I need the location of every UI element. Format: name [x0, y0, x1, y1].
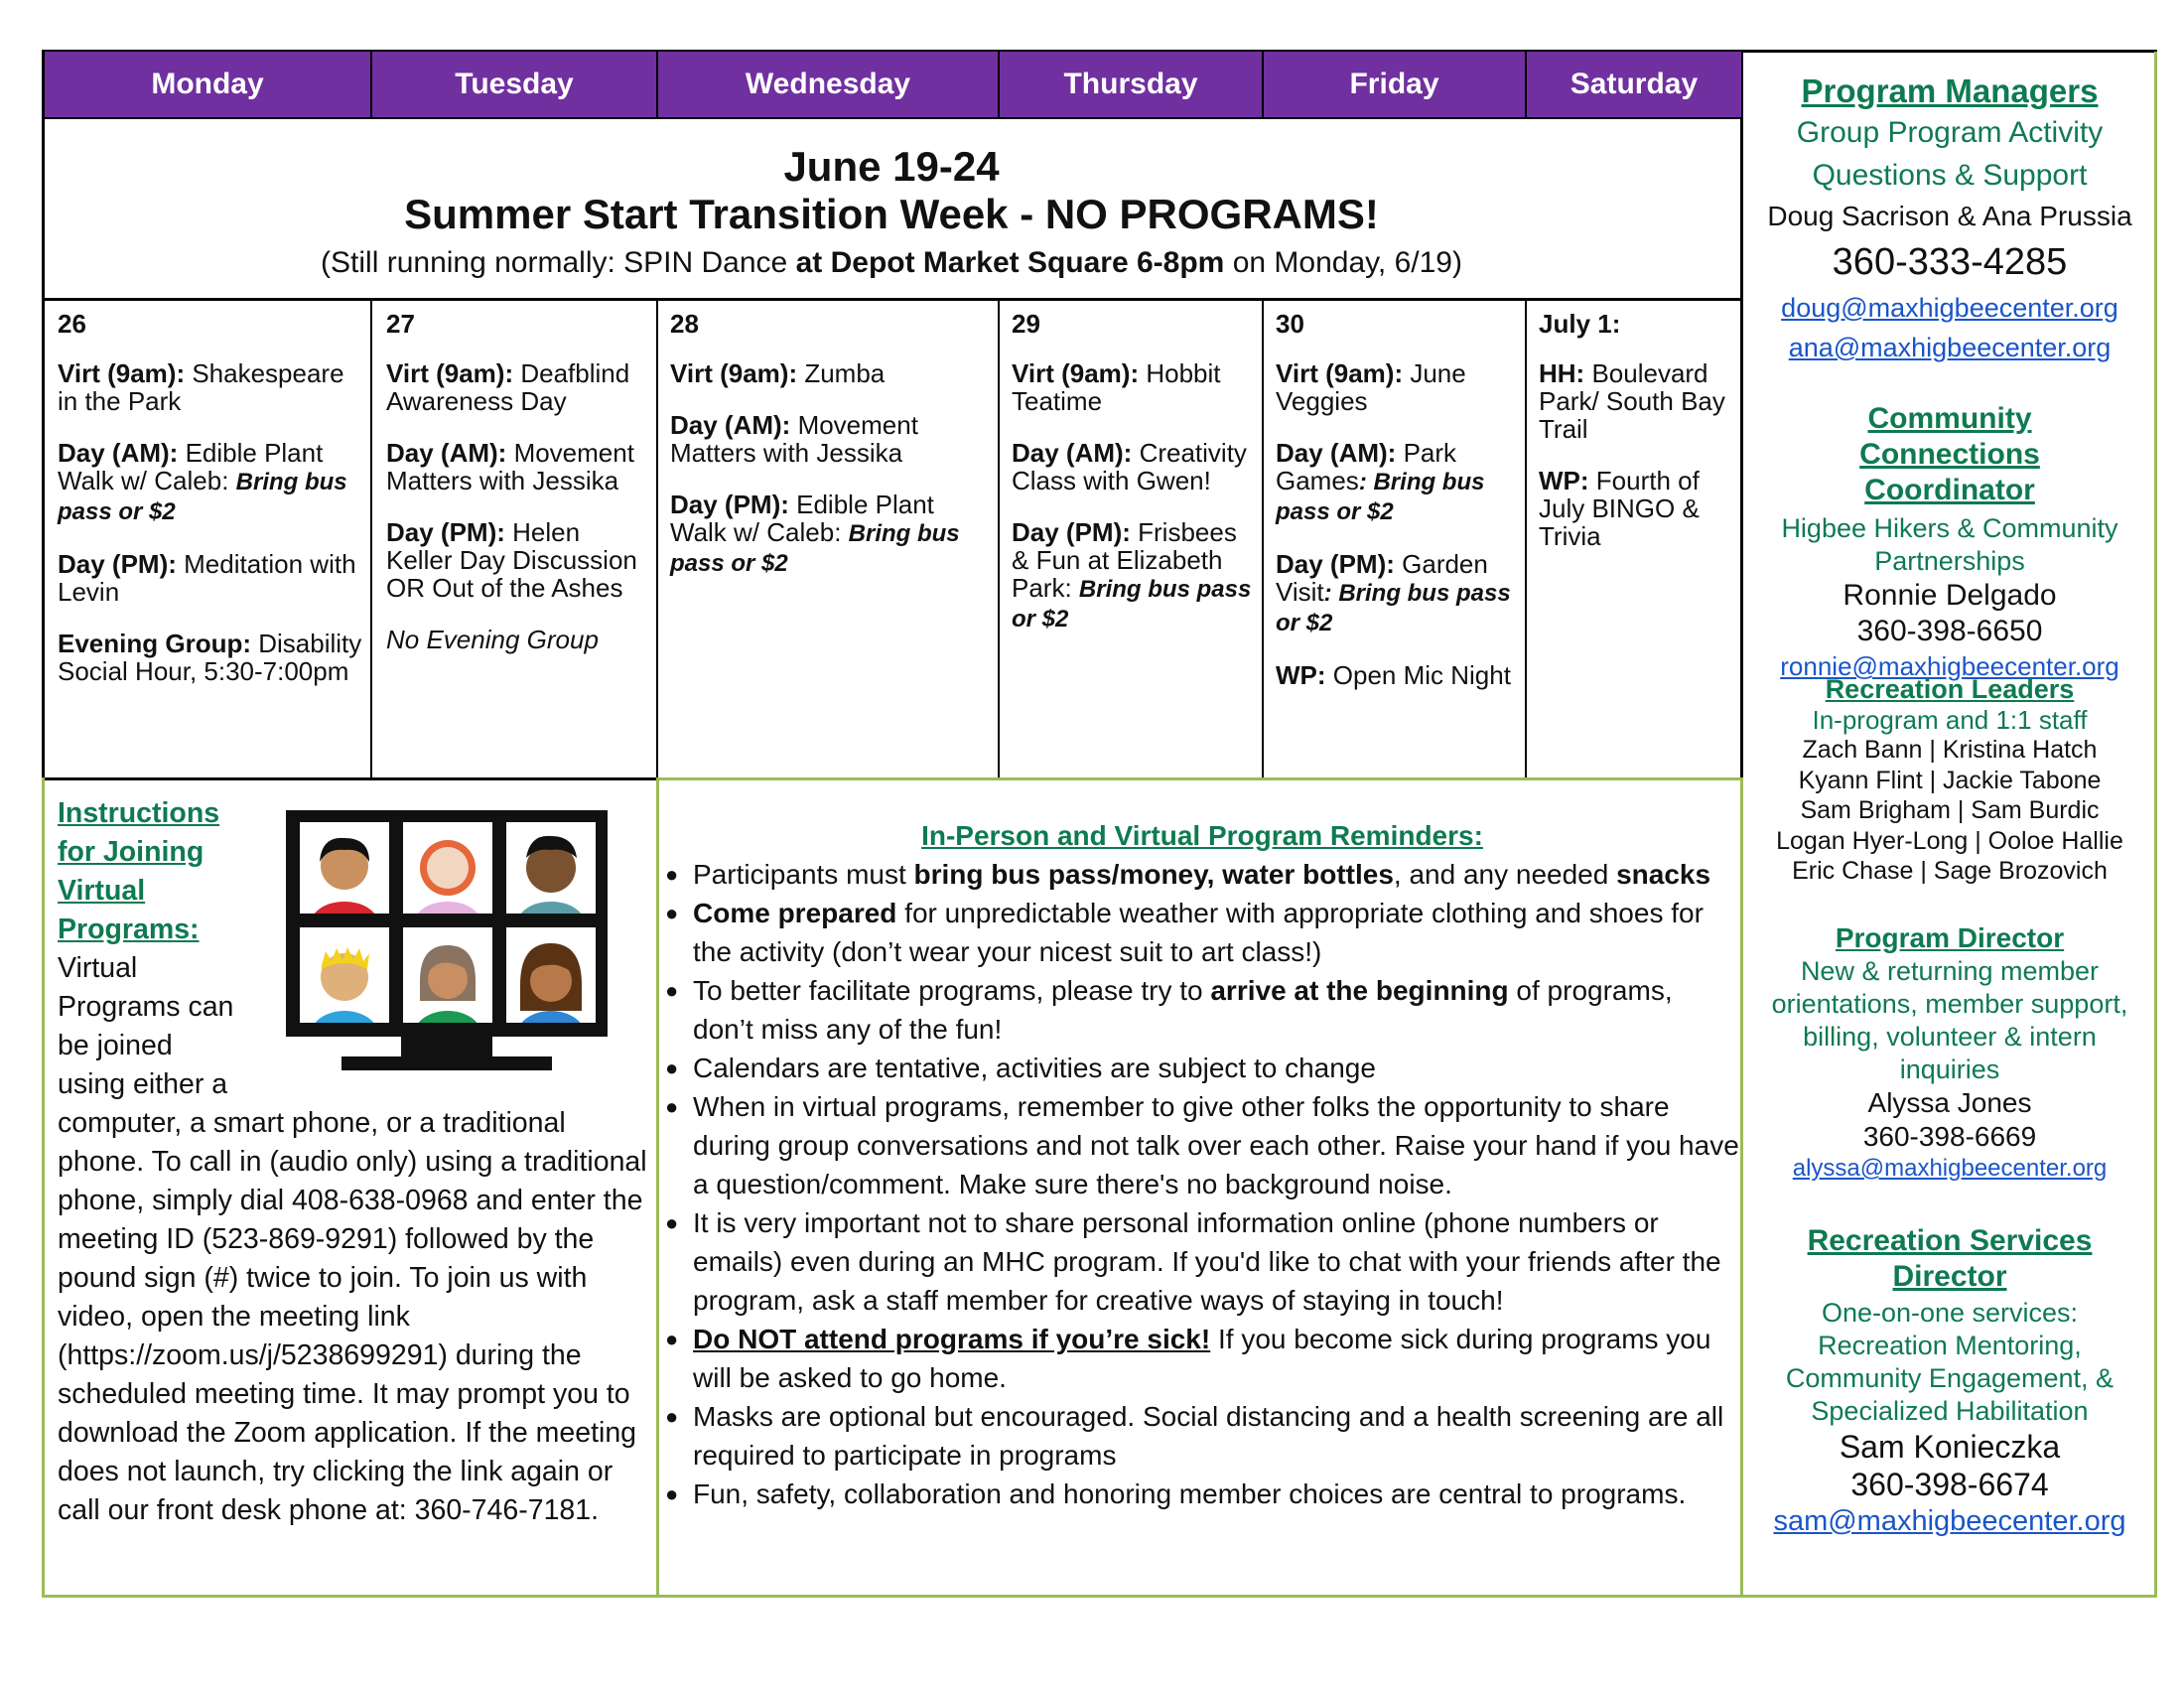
- program-entry: Day (PM): Garden Visit: Bring bus pass or $2: [1276, 549, 1511, 636]
- day-header-wednesday: Wednesday: [658, 52, 1000, 117]
- program-director-block: [1743, 921, 2156, 1184]
- pm-subtitle-1: Group Program Activity: [1796, 116, 2104, 149]
- reminders-title: In-Person and Virtual Program Reminders:: [921, 820, 1483, 851]
- pm-email-ana[interactable]: ana@maxhigbeecenter.org: [1788, 333, 2112, 362]
- rl-names-row: Sam Brigham | Sam Burdic: [1800, 796, 2100, 824]
- rl-subtitle: In-program and 1:1 staff: [1812, 705, 2088, 735]
- col-line-4: [1262, 298, 1264, 779]
- rs-email[interactable]: sam@maxhigbeecenter.org: [1773, 1505, 2126, 1537]
- day-cell-28: [670, 310, 990, 602]
- rl-names-row: Eric Chase | Sage Brozovich: [1792, 857, 2108, 885]
- instructions-body: computer, a smart phone, or a traditional phone. To call in (audio only) using a traditional phone, simply dial 408-638-0968 and enter the meeting ID (523-869-9291) followed by the pound sign (#) twice to join. To join us with video, open the meeting link (https://zoom.us/j/5238699291) during the scheduled meeting time. It may prompt you to download the Zoom application. If the meeting does not launch, try clicking the link again or call our front desk phone at: 360-746-7181.: [58, 1107, 647, 1526]
- reminder-item: ● It is very important not to share personal information online (phone numbers or emails) even during an MHC program. If you'd like to chat with your friends after the program, ask a staff member for creative ways of staying in touch!: [665, 1203, 1739, 1320]
- rs-phone: 360-398-6674: [1850, 1467, 2049, 1502]
- day-header-tuesday: Tuesday: [372, 52, 658, 117]
- cc-email[interactable]: ronnie@maxhigbeecenter.org: [1780, 651, 2119, 681]
- rl-names-row: Zach Bann | Kristina Hatch: [1802, 736, 2098, 764]
- cell-date: July 1:: [1539, 309, 1621, 339]
- reminder-item: ● Come prepared for unpredictable weather with appropriate clothing and shoes for the activity (don’t wear your nicest suit to art class!): [665, 894, 1739, 971]
- pd-subtitle: New & returning member orientations, member support, billing, volunteer & intern inquiries: [1771, 956, 2128, 1084]
- cc-phone: 360-398-6650: [1856, 615, 2043, 647]
- cell-date: 29: [1012, 309, 1040, 339]
- reminder-item: ● Participants must bring bus pass/money, water bottles, and any needed snacks: [665, 855, 1739, 894]
- cell-date: 26: [58, 309, 86, 339]
- rl-names-row: Logan Hyer-Long | Ooloe Hallie: [1776, 826, 2123, 855]
- cell-date: 28: [670, 309, 699, 339]
- program-entry: WP: Open Mic Night: [1276, 660, 1511, 690]
- program-entry: Day (AM): Edible Plant Walk w/ Caleb: Bring bus pass or $2: [58, 438, 347, 525]
- program-entry: Virt (9am): June Veggies: [1276, 358, 1466, 416]
- reminder-item: ● When in virtual programs, remember to give other folks the opportunity to share during group conversations and not talk over each other. Raise your hand if you have a question/comment. Make sure there's no background noise.: [665, 1087, 1739, 1203]
- day-cell-29: [1012, 310, 1256, 657]
- day-cell-july-1: [1539, 310, 1733, 574]
- program-entry: Day (PM): Frisbees & Fun at Elizabeth Park: Bring bus pass or $2: [1012, 517, 1252, 633]
- program-entry: Virt (9am): Deafblind Awareness Day: [386, 358, 630, 416]
- program-managers-block: [1743, 71, 2156, 367]
- cc-name: Ronnie Delgado: [1843, 579, 2057, 612]
- recreation-leaders-block: [1743, 673, 2156, 887]
- reminder-item: ● Masks are optional but encouraged. Social distancing and a health screening are all required to participate in programs: [665, 1397, 1739, 1475]
- banner-title: Summer Start Transition Week - NO PROGRAMS!: [404, 191, 1379, 237]
- rl-names-row: Kyann Flint | Jackie Tabone: [1798, 766, 2102, 794]
- day-header-monday: Monday: [45, 52, 372, 117]
- pd-phone: 360-398-6669: [1862, 1121, 2037, 1152]
- rs-title: Recreation Services Director: [1807, 1224, 2093, 1293]
- cell-date: 30: [1276, 309, 1304, 339]
- pm-subtitle-2: Questions & Support: [1812, 159, 2088, 192]
- program-entry: Day (AM): Creativity Class with Gwen!: [1012, 438, 1247, 495]
- banner-dates: June 19-24: [783, 143, 1000, 190]
- pm-names: Doug Sacrison & Ana Prussia: [1767, 201, 2132, 231]
- rl-title: Recreation Leaders: [1825, 674, 2075, 704]
- program-entry: Virt (9am): Zumba: [670, 358, 886, 388]
- col-line-3: [998, 298, 1000, 779]
- program-entry: Day (AM): Movement Matters with Jessika: [670, 410, 918, 468]
- program-entry: HH: Boulevard Park/ South Bay Trail: [1539, 358, 1725, 444]
- day-header-saturday: Saturday: [1527, 52, 1741, 117]
- program-reminders: [665, 816, 1739, 1513]
- mid-green-border: [656, 777, 659, 1598]
- day-cell-27: [386, 310, 648, 677]
- transition-banner: [42, 117, 1741, 300]
- no-evening-note: No Evening Group: [386, 625, 599, 654]
- cc-subtitle: Higbee Hikers & Community Partnerships: [1781, 513, 2118, 576]
- reminder-item: ● Calendars are tentative, activities are subject to change: [665, 1049, 1739, 1087]
- col-line-5: [1525, 298, 1527, 779]
- reminder-item: ● To better facilitate programs, please try to arrive at the beginning of programs, don’t miss any of the fun!: [665, 971, 1739, 1049]
- virtual-instructions: [58, 794, 653, 1530]
- program-entry: Day (AM): Movement Matters with Jessika: [386, 438, 634, 495]
- recreation-services-block: [1743, 1223, 2156, 1539]
- program-entry: Virt (9am): Hobbit Teatime: [1012, 358, 1221, 416]
- day-cell-30: [1276, 310, 1520, 713]
- program-entry: Virt (9am): Shakespeare in the Park: [58, 358, 344, 416]
- rs-name: Sam Konieczka: [1839, 1429, 2061, 1465]
- program-entry: Evening Group: Disability Social Hour, 5:30-7:00pm: [58, 629, 362, 686]
- program-entry: WP: Fourth of July BINGO & Trivia: [1539, 466, 1700, 551]
- pm-email-doug[interactable]: doug@maxhigbeecenter.org: [1781, 293, 2118, 323]
- pd-title: Program Director: [1835, 922, 2065, 953]
- rs-subtitle: One-on-one services: Recreation Mentoring, Community Engagement, & Specialized Habilitation: [1785, 1298, 2115, 1426]
- reminders-list: [665, 855, 1739, 1513]
- instructions-title: Instructions for Joining Virtual Programs:: [58, 797, 220, 945]
- pd-email[interactable]: alyssa@maxhigbeecenter.org: [1792, 1155, 2108, 1182]
- community-connections-block: [1743, 401, 2156, 683]
- cell-date: 27: [386, 309, 415, 339]
- reminder-item: ● Fun, safety, collaboration and honoring member choices are central to programs.: [665, 1475, 1739, 1513]
- bottom-green-border: [42, 1595, 2157, 1598]
- left-green-border: [42, 777, 45, 1598]
- day-header-friday: Friday: [1264, 52, 1527, 117]
- pm-phone: 360-333-4285: [1832, 241, 2068, 283]
- week-bottom-line: [42, 777, 657, 780]
- col-line-2: [656, 298, 658, 779]
- program-entry: Day (PM): Meditation with Levin: [58, 549, 356, 607]
- col-line-1: [370, 298, 372, 779]
- instructions-intro: Virtual Programs can be joined using either a: [58, 952, 234, 1100]
- day-cell-26: [58, 310, 363, 709]
- program-managers-title: Program Managers: [1801, 72, 2099, 109]
- reminder-item: ● Do NOT attend programs if you’re sick! If you become sick during programs you will be asked to go home.: [665, 1320, 1739, 1397]
- program-entry: Day (PM): Edible Plant Walk w/ Caleb: Bring bus pass or $2: [670, 490, 960, 577]
- cc-title: Community Connections Coordinator: [1859, 402, 2040, 506]
- pd-name: Alyssa Jones: [1867, 1087, 2032, 1118]
- program-entry: Day (AM): Park Games: Bring bus pass or $2: [1276, 438, 1485, 525]
- reminders-top-border: [656, 777, 1742, 780]
- day-header-thursday: Thursday: [1000, 52, 1264, 117]
- program-entry: Day (PM): Helen Keller Day Discussion OR Out of the Ashes: [386, 517, 637, 603]
- banner-note: (Still running normally: SPIN Dance at Depot Market Square 6-8pm on Monday, 6/19): [321, 246, 1462, 279]
